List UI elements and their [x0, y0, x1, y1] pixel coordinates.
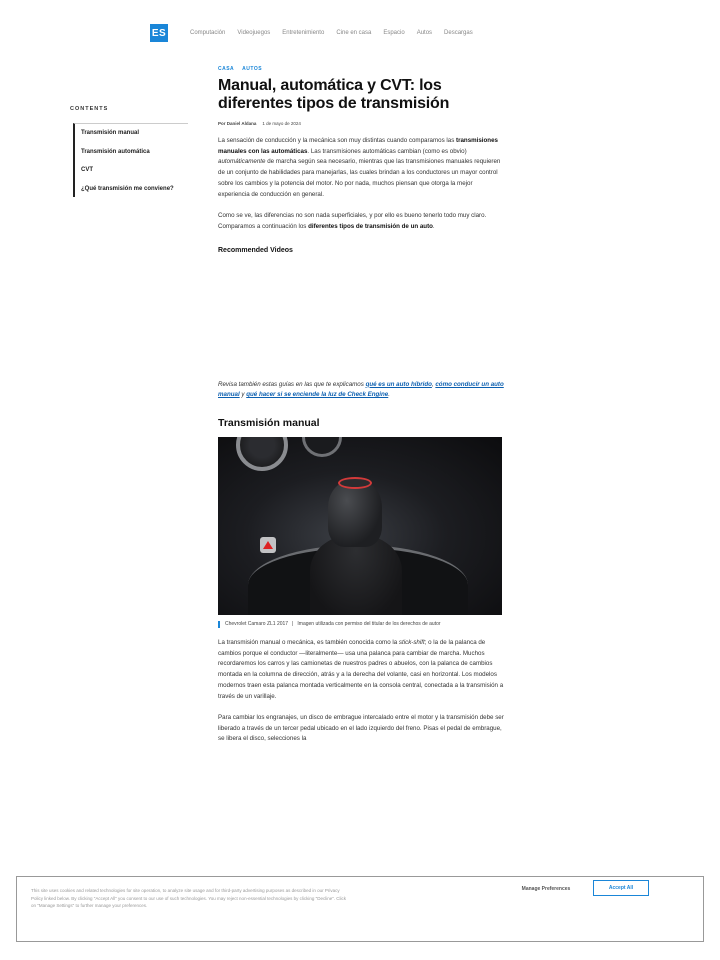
toc-item-conviene[interactable]: ¿Qué transmisión me conviene?: [81, 185, 174, 192]
link-conducir-manual[interactable]: cómo conducir un auto manual: [218, 380, 504, 399]
top-navigation: [150, 22, 570, 44]
nav-item-autos[interactable]: Autos: [416, 30, 433, 36]
manage-preferences-button[interactable]: Manage Preferences: [503, 881, 589, 897]
toc-item-automatica[interactable]: Transmisión automática: [81, 148, 150, 155]
gear-shift-photo: [218, 437, 502, 615]
air-vent-graphic: [236, 437, 288, 471]
see-also-paragraph: Revisa también estas guías en las que te explicamos qué es un auto híbrido, cómo conducir un auto manual y qué hacer si se enciende la luz de Check Engine.: [218, 380, 504, 399]
nav-item-espacio[interactable]: Espacio: [383, 30, 405, 36]
shift-knob-graphic: [328, 481, 382, 547]
second-paragraph: Como se ve, las diferencias no son nada superficiales, y por ello es bueno tenerlo todo muy claro. Comparamos a continuación los diferentes tipos de transmisión de un auto.: [218, 211, 487, 230]
author-name[interactable]: Por Daniel Aldana: [218, 120, 257, 126]
recommended-videos-heading: Recommended Videos: [218, 246, 293, 254]
contents-label: CONTENTS: [70, 106, 109, 112]
breadcrumb: [218, 66, 504, 72]
nav-item-entretenimiento[interactable]: Entretenimiento: [282, 30, 325, 36]
nav-item-cine-en-casa[interactable]: Cine en casa: [336, 30, 372, 36]
breadcrumb-autos[interactable]: AUTOS: [242, 66, 263, 72]
nav-links: [190, 30, 473, 36]
publish-date: 1 de mayo de 2024: [262, 120, 301, 126]
link-check-engine[interactable]: qué hacer si se enciende la luz de Check Engine: [246, 391, 389, 399]
caption-separator: |: [292, 621, 294, 628]
toc-item-manual[interactable]: Transmisión manual: [81, 130, 140, 136]
hazard-button-graphic: [260, 537, 276, 553]
article: [218, 66, 504, 745]
table-of-contents: [73, 123, 188, 197]
caption-model: Chevrolet Camaro ZL1 2017: [225, 621, 289, 628]
nav-item-descargas[interactable]: Descargas: [444, 30, 473, 36]
nav-item-computacion[interactable]: Computación: [190, 30, 226, 36]
cookie-banner: [16, 876, 704, 942]
section-heading-manual: Transmisión manual: [218, 417, 320, 430]
caption-credit: Imagen utilizada con permiso del titular de los derechos de autor: [297, 621, 441, 628]
article-title: Manual, automática y CVT: los diferentes tipos de transmisión: [218, 77, 450, 113]
manual-paragraph-2: Para cambiar los engranajes, un disco de embrague intercalado entre el motor y la transmisión debe ser liberado a través de un tercer pedal ubicado en el lado izquierdo del freno. Pisas el pedal de embrague, se libera el disco, selecciones la: [218, 713, 504, 743]
air-vent-graphic: [302, 437, 342, 457]
byline: [218, 121, 504, 126]
manual-paragraph-1: La transmisión manual o mecánica, es también conocida como la stick-shift; o la de la palanca de cambios porque el conductor —literalmente— usa una palanca para cambiar de marcha. Muchos recordaremos los carros y las camionetas de nuestros padres o abuelos, con la palanca de cambios montada en la columna de dirección, atrás y a la derecha del volante, casi en horizontal. Los modelos modernos traen esta palanca montada verticalmente en la consola central, conectada a la transmisión a través de un varillaje.: [218, 638, 504, 700]
toc-item-cvt[interactable]: CVT: [81, 167, 93, 173]
intro-paragraph: La sensación de conducción y la mecánica son muy distintas cuando comparamos las transmisiones manuales con las automáticas. Las transmisiones automáticas cambian (como es obvio) automáticamente de marcha según sea necesario, mientras que las transmisiones manuales requieren de un conjunto de habilidades para manejarlas, las cuales brindan a los conductores un mayor control sobre los cambios y la potencia del motor. No por nada, muchos piensan que otorga la mejor experiencia de conducción en general.: [218, 136, 501, 198]
site-logo[interactable]: ES: [150, 24, 168, 42]
breadcrumb-casa[interactable]: CASA: [218, 66, 235, 72]
cookie-text: This site uses cookies and related technologies for site operation, to analyze site usage and for third-party advertising purposes as described in our Privacy Policy linked below. By clicking "Accept All" you consent to our use of such technologies. You may reject non-essential technologies by clicking "Decline". Click on "Manage Settings" to further manage your preferences.: [31, 888, 347, 909]
accept-all-button[interactable]: Accept All: [593, 880, 649, 896]
photo-caption: [218, 621, 504, 628]
recommended-videos-area: [218, 254, 504, 380]
shift-boot-graphic: [310, 535, 402, 615]
nav-item-videojuegos[interactable]: Videojuegos: [237, 30, 271, 36]
link-auto-hibrido[interactable]: qué es un auto híbrido: [365, 380, 432, 388]
